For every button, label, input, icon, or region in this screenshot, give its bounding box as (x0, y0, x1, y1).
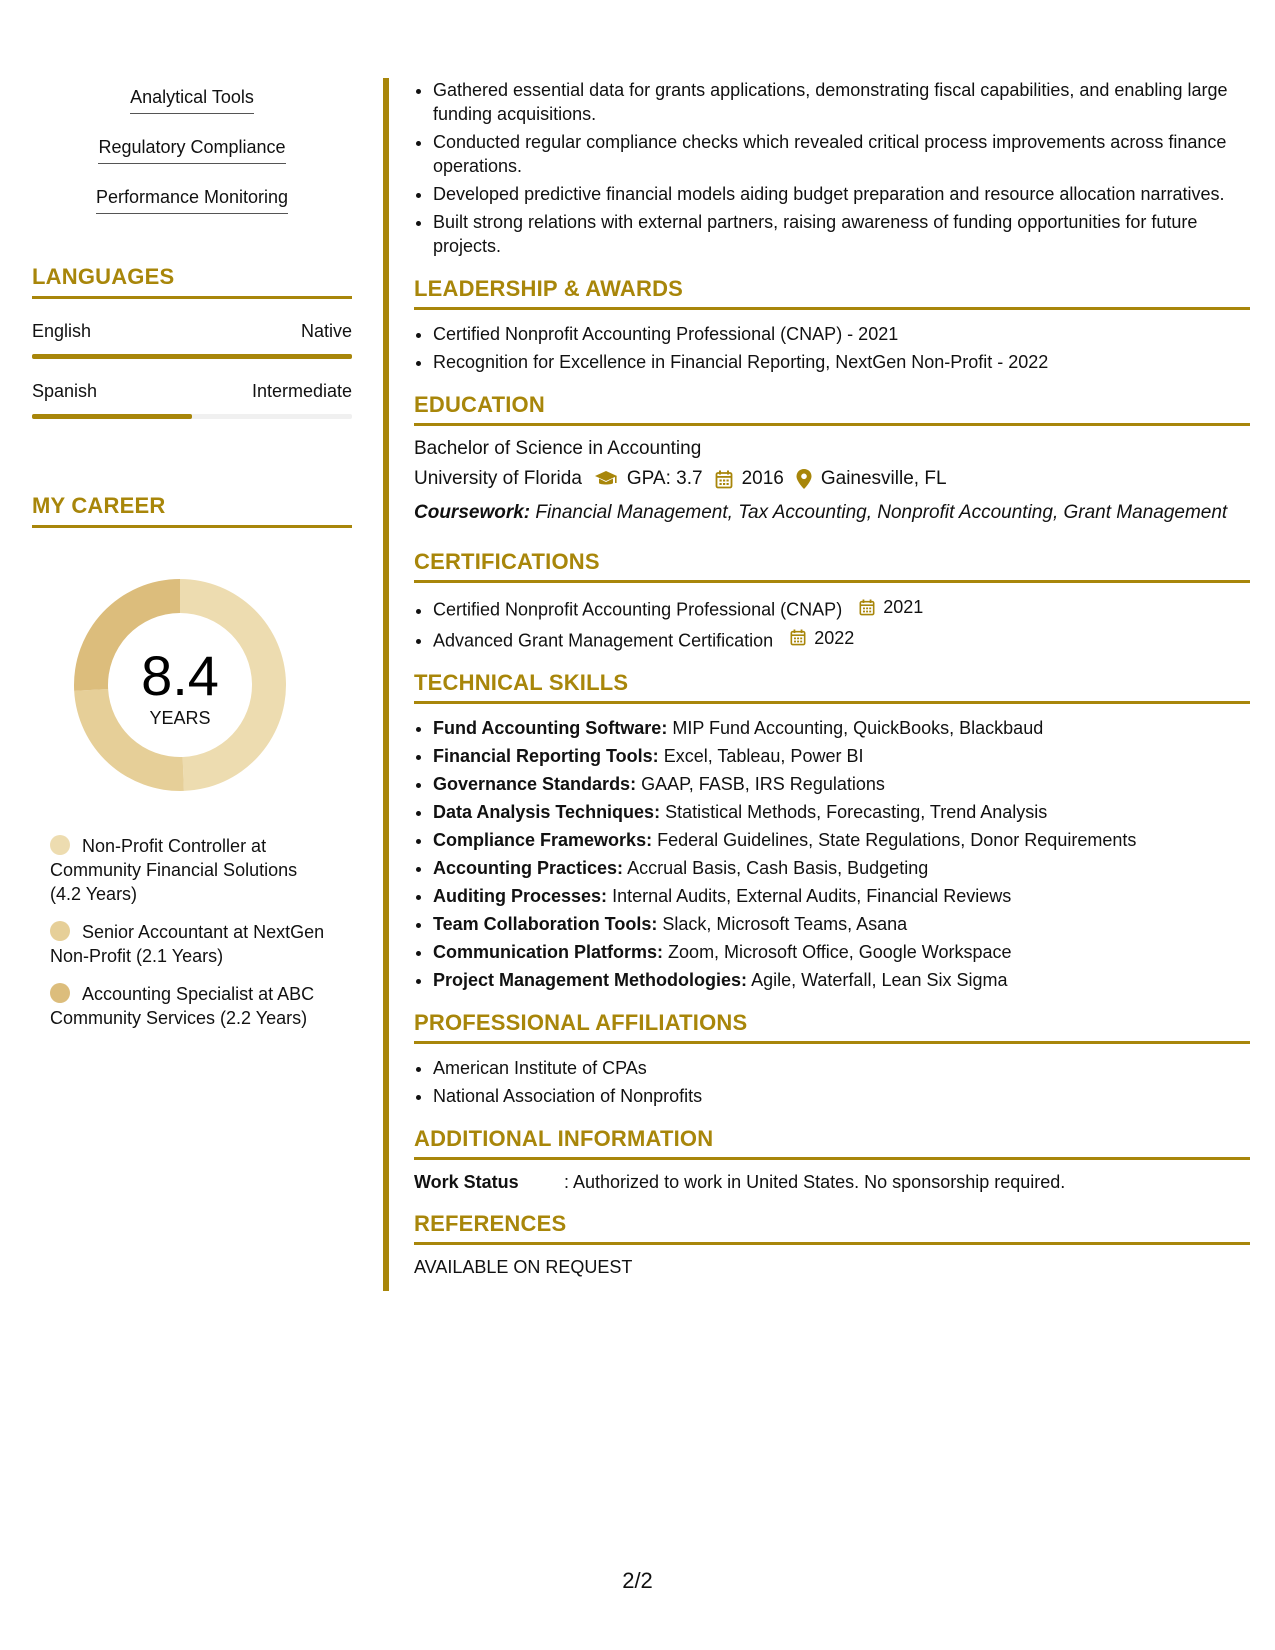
certification-name: Certified Nonprofit Accounting Professional (CNAP) (433, 599, 843, 620)
skill-tag: Performance Monitoring (96, 184, 288, 214)
coursework-label: Coursework: (414, 502, 531, 523)
certification-item (433, 626, 1250, 653)
skill-tags (32, 84, 352, 228)
skill-value: Statistical Methods, Forecasting, Trend Analysis (665, 802, 1048, 822)
technical-skill-item (433, 884, 1250, 908)
experience-bullet: • Built strong relations with external partners, raising awareness of funding opportunities for future projects. (433, 210, 1250, 258)
technical-skill-item (433, 940, 1250, 964)
experience-bullet: • Gathered essential data for grants applications, demonstrating fiscal capabilities, and enabling large funding acquisitions. (433, 78, 1250, 126)
skill-label: Communication Platforms: (433, 942, 664, 962)
experience-bullet: • Conducted regular compliance checks which revealed critical process improvements across finance operations. (433, 130, 1250, 178)
affiliation-item: • American Institute of CPAs (433, 1056, 1250, 1080)
language-proficiency-fill (32, 414, 192, 419)
coursework-value: Financial Management, Tax Accounting, Nonprofit Accounting, Grant Management (535, 502, 1228, 523)
education-coursework (414, 500, 1250, 525)
career-title: MY CAREER (32, 493, 352, 528)
skill-label: Project Management Methodologies: (433, 970, 748, 990)
technical-skill-item (433, 800, 1250, 824)
career-legend-item (50, 834, 330, 906)
technical-skill-item (433, 968, 1250, 992)
career-total: 8.4 (141, 644, 219, 707)
skill-label: Data Analysis Techniques: (433, 802, 661, 822)
language-name: Spanish (32, 381, 98, 401)
certification-year: 2022 (814, 627, 855, 648)
affiliations-title: PROFESSIONAL AFFILIATIONS (414, 1010, 1250, 1044)
skill-value: Slack, Microsoft Teams, Asana (662, 914, 908, 934)
graduation-cap-icon (594, 470, 618, 488)
language-level: Native (300, 321, 352, 341)
education-year: 2016 (741, 468, 784, 489)
page-number: 2/2 (622, 1568, 653, 1593)
education-degree: Bachelor of Science in Accounting (414, 438, 702, 459)
leadership-title: LEADERSHIP & AWARDS (414, 276, 1250, 310)
career-legend (32, 834, 330, 1030)
technical-skills-list (414, 716, 1250, 992)
language-entry (32, 321, 352, 359)
technical-skill-item (433, 828, 1250, 852)
skill-value: Agile, Waterfall, Lean Six Sigma (751, 970, 1008, 990)
education-title: EDUCATION (414, 392, 1250, 426)
skill-label: Accounting Practices: (433, 858, 624, 878)
technical-skill-item (433, 772, 1250, 796)
certification-year: 2021 (883, 597, 924, 617)
skill-value: Internal Audits, External Audits, Financial Reviews (612, 886, 1012, 906)
leadership-item: • Recognition for Excellence in Financial Reporting, NextGen Non-Profit - 2022 (433, 350, 1250, 374)
skill-value: GAAP, FASB, IRS Regulations (641, 774, 885, 794)
languages-title: LANGUAGES (32, 264, 352, 299)
work-status-value: : Authorized to work in United States. No sponsorship required. (564, 1172, 1066, 1192)
location-pin-icon (796, 469, 812, 489)
language-proficiency-bar (32, 354, 352, 359)
technical-skills-title: TECHNICAL SKILLS (414, 670, 1250, 704)
leadership-item: • Certified Nonprofit Accounting Professional (CNAP) - 2021 (433, 322, 1250, 346)
experience-bullet: • Developed predictive financial models aiding budget preparation and resource allocation narratives. (433, 182, 1250, 206)
education-location: Gainesville, FL (820, 468, 947, 489)
certifications-title: CERTIFICATIONS (414, 549, 1250, 583)
career-unit: YEARS (149, 708, 211, 728)
experience-bullets (414, 78, 1250, 258)
language-name: English (32, 321, 92, 341)
education-details (414, 468, 1250, 490)
skill-value: Accrual Basis, Cash Basis, Budgeting (627, 858, 929, 878)
skill-value: Federal Guidelines, State Regulations, Donor Requirements (657, 830, 1137, 850)
skill-label: Governance Standards: (433, 774, 637, 794)
career-legend-item (50, 920, 330, 968)
affiliation-item: • National Association of Nonprofits (433, 1084, 1250, 1108)
skill-tag: Analytical Tools (130, 84, 254, 114)
leadership-list (414, 322, 1250, 374)
calendar-icon (859, 599, 879, 616)
left-column (32, 84, 352, 1044)
skill-value: Zoom, Microsoft Office, Google Workspace (668, 942, 1012, 962)
career-label: Senior Accountant at NextGen Non-Profit (2.1 Years) (50, 922, 325, 966)
skill-value: MIP Fund Accounting, QuickBooks, Blackbaud (672, 718, 1044, 738)
education-gpa: GPA: 3.7 (626, 468, 703, 489)
legend-dot (50, 983, 70, 1003)
skill-label: Fund Accounting Software: (433, 718, 668, 738)
legend-dot (50, 921, 70, 941)
calendar-icon (715, 470, 733, 489)
language-level: Intermediate (251, 381, 352, 401)
calendar-icon (790, 629, 810, 646)
language-proficiency-bar (32, 414, 352, 419)
affiliations-list (414, 1056, 1250, 1108)
references-title: REFERENCES (414, 1211, 1250, 1245)
work-status-label: Work Status (414, 1172, 519, 1192)
additional-info-title: ADDITIONAL INFORMATION (414, 1126, 1250, 1160)
language-entry (32, 381, 352, 419)
career-label: Non-Profit Controller at Community Financial Solutions (4.2 Years) (50, 836, 298, 904)
references-text: AVAILABLE ON REQUEST (414, 1257, 633, 1277)
career-label: Accounting Specialist at ABC Community Services (2.2 Years) (50, 984, 315, 1028)
technical-skill-item (433, 912, 1250, 936)
language-proficiency-fill (32, 354, 352, 359)
skill-label: Auditing Processes: (433, 886, 608, 906)
technical-skill-item (433, 744, 1250, 768)
skill-value: Excel, Tableau, Power BI (663, 746, 864, 766)
career-legend-item (50, 982, 330, 1030)
education-school: University of Florida (414, 468, 582, 489)
column-divider (383, 78, 389, 1291)
right-column (414, 78, 1250, 1278)
career-donut-chart (67, 572, 293, 798)
work-status-row (414, 1172, 1250, 1193)
certifications-list (414, 595, 1250, 652)
certification-item (433, 595, 1250, 622)
technical-skill-item (433, 856, 1250, 880)
skill-label: Financial Reporting Tools: (433, 746, 659, 766)
skill-tag: Regulatory Compliance (98, 134, 285, 164)
certification-name: Advanced Grant Management Certification (433, 630, 774, 650)
legend-dot (50, 835, 70, 855)
skill-label: Compliance Frameworks: (433, 830, 653, 850)
technical-skill-item (433, 716, 1250, 740)
skill-label: Team Collaboration Tools: (433, 914, 658, 934)
